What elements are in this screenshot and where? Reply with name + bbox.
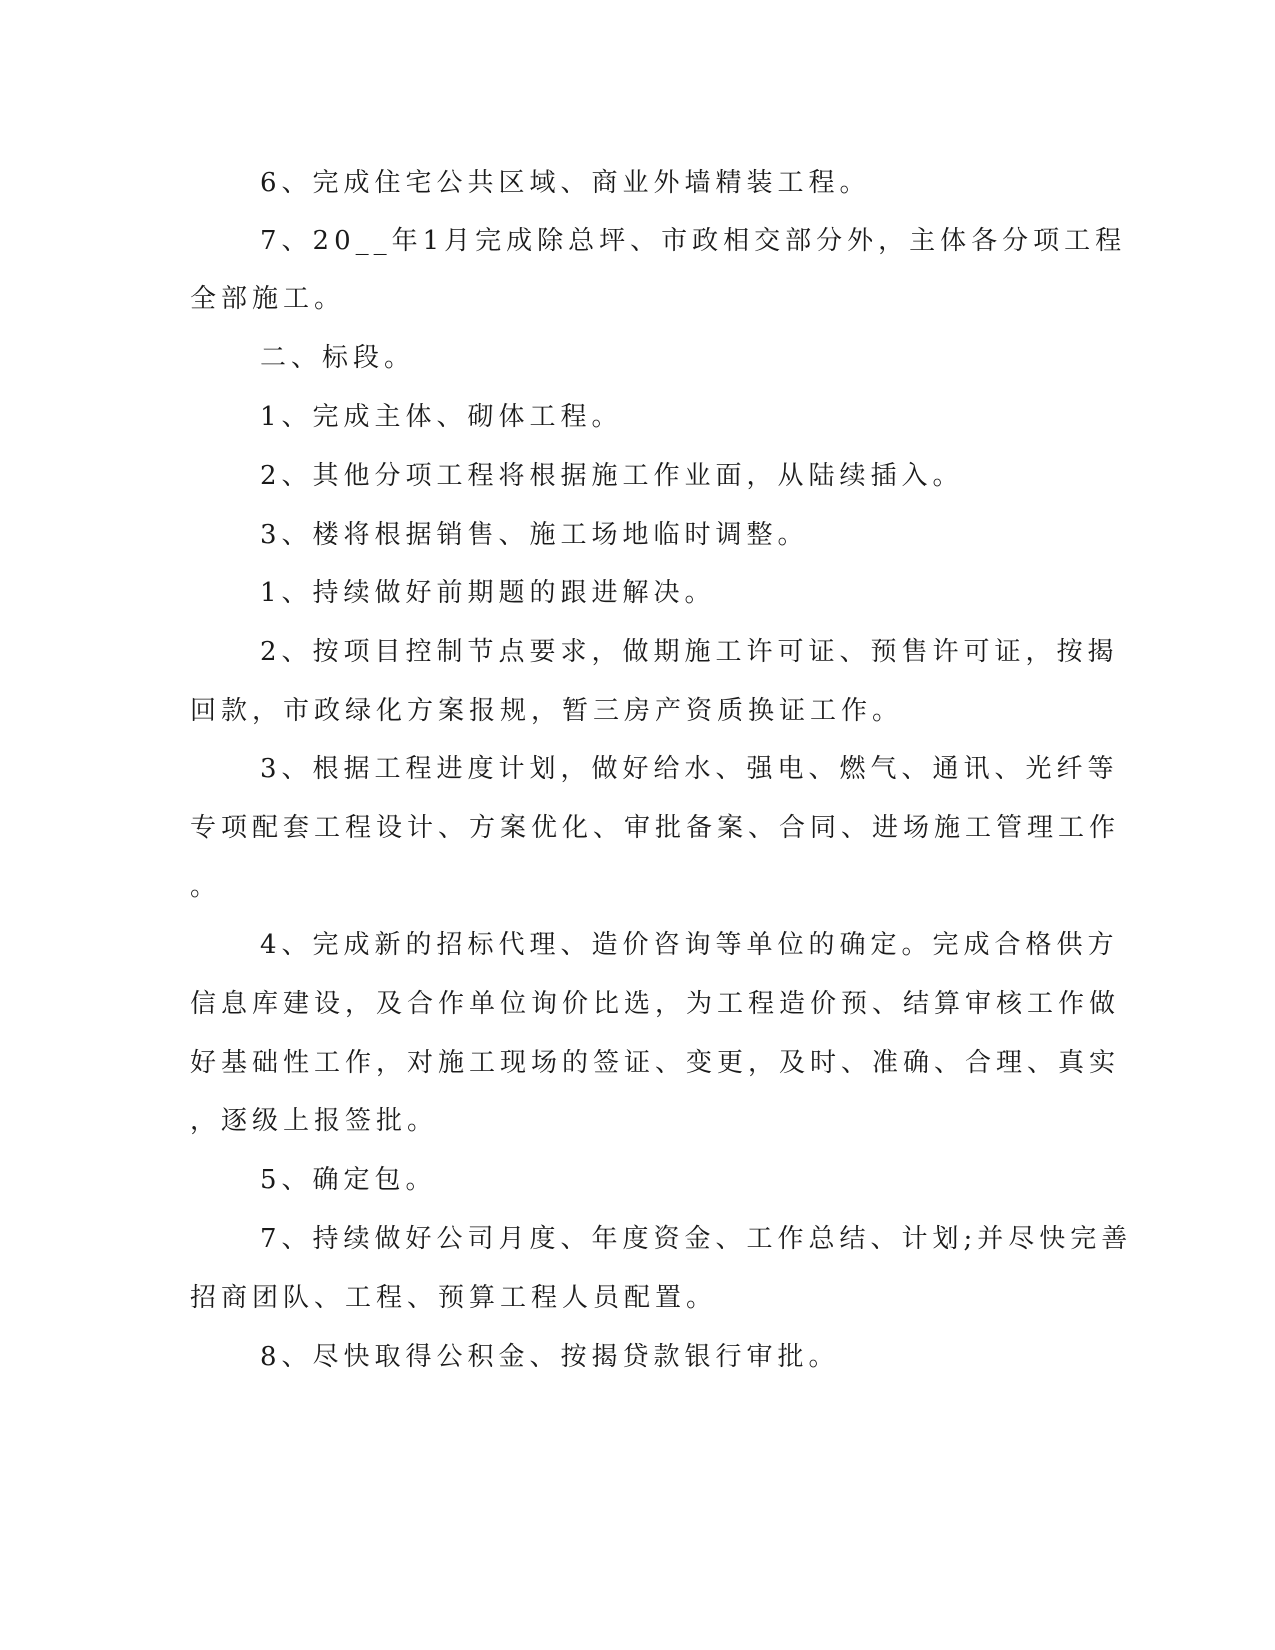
text-line: 专项配套工程设计、方案优化、审批备案、合同、进场施工管理工作	[190, 813, 1121, 843]
text-line: 全部施工。	[190, 284, 346, 314]
text-line: 5、确定包。	[260, 1165, 437, 1195]
text-line: 6、完成住宅公共区域、商业外墙精装工程。	[260, 168, 871, 198]
text-line: 1、持续做好前期题的跟进解决。	[260, 578, 716, 608]
text-line: 3、根据工程进度计划，做好给水、强电、燃气、通讯、光纤等	[260, 754, 1119, 784]
text-line: 1、完成主体、砌体工程。	[260, 402, 623, 432]
text-line: 2、其他分项工程将根据施工作业面，从陆续插入。	[260, 461, 964, 491]
text-line: 8、尽快取得公积金、按揭贷款银行审批。	[260, 1342, 840, 1372]
text-line: 3、楼将根据销售、施工场地临时调整。	[260, 520, 809, 550]
text-line: 7、持续做好公司月度、年度资金、工作总结、计划;并尽快完善	[260, 1224, 1133, 1254]
text-line: ，逐级上报签批。	[190, 1106, 439, 1136]
text-line: 好基础性工作，对施工现场的签证、变更，及时、准确、合理、真实	[190, 1048, 1121, 1078]
text-line: 回款，市政绿化方案报规，暂三房产资质换证工作。	[190, 696, 904, 726]
text-line: 4、完成新的招标代理、造价咨询等单位的确定。完成合格供方	[260, 930, 1119, 960]
text-line: 招商团队、工程、预算工程人员配置。	[190, 1283, 718, 1313]
text-line: 7、20__年1月完成除总坪、市政相交部分外，主体各分项工程	[260, 226, 1127, 256]
text-line: 信息库建设，及合作单位询价比选，为工程造价预、结算审核工作做	[190, 989, 1121, 1019]
text-line: 2、按项目控制节点要求，做期施工许可证、预售许可证，按揭	[260, 637, 1119, 667]
text-line: 。	[190, 872, 222, 902]
section-heading: 二、标段。	[260, 343, 416, 373]
